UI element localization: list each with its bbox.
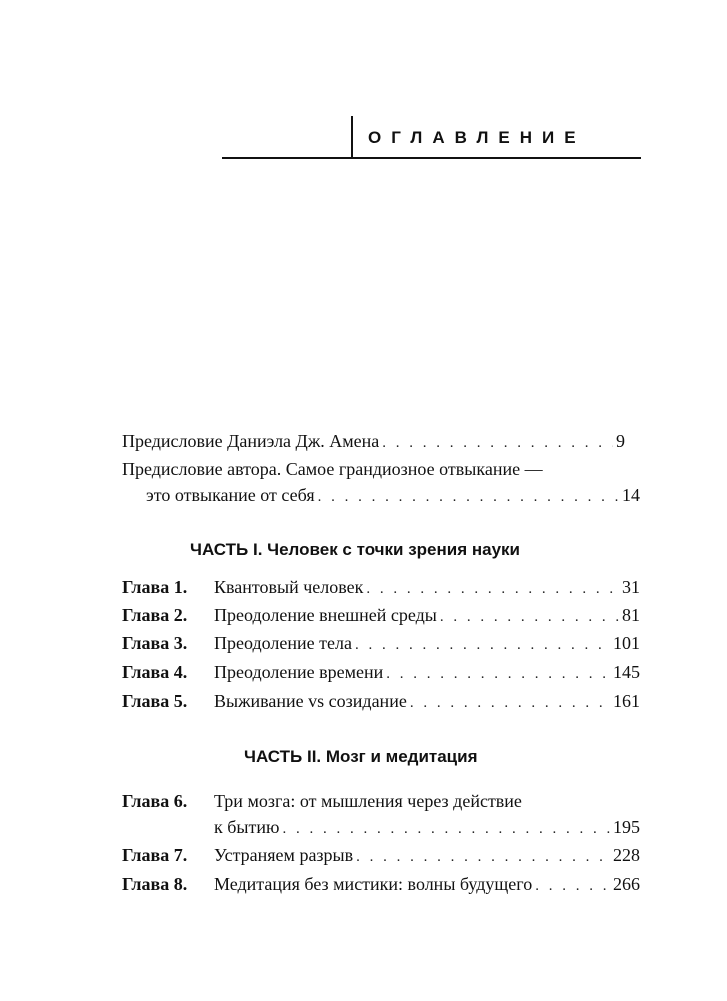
leader-dots [440, 604, 619, 630]
chapter-label: Глава 6. [122, 791, 188, 811]
chapter-title: Квантовый человек [214, 577, 364, 597]
part-2-title: ЧАСТЬ II. Мозг и медитация [244, 747, 478, 766]
toc-entry-chapter-3[interactable] [122, 630, 640, 658]
entry-title: Предисловие Даниэла Дж. Амена [122, 431, 380, 451]
page-number: 161 [613, 691, 640, 711]
chapter-title-line-1: Три мозга: от мышления через действие [214, 791, 522, 811]
chapter-label: Глава 1. [122, 577, 188, 597]
chapter-title: Преодоление времени [214, 662, 384, 682]
toc-entry-foreword-amen[interactable] [122, 428, 625, 456]
toc-entry-chapter-2[interactable] [122, 602, 640, 630]
page-number: 31 [622, 577, 640, 597]
toc-entry-chapter-7[interactable] [122, 842, 640, 870]
chapter-label: Глава 7. [122, 845, 188, 865]
toc-entry-chapter-5[interactable] [122, 688, 640, 716]
chapter-title: Выживание vs созидание [214, 691, 407, 711]
header-rule [222, 157, 641, 159]
toc-entry-chapter-1[interactable] [122, 574, 640, 602]
leader-dots [356, 844, 610, 870]
chapter-label: Глава 3. [122, 633, 188, 653]
leader-dots [366, 576, 619, 602]
toc-entry-foreword-author[interactable] [122, 456, 640, 510]
entry-title-line-2: это отвыкание от себя [146, 485, 315, 505]
page-number: 9 [616, 431, 625, 451]
part-1-title: ЧАСТЬ I. Человек с точки зрения науки [190, 540, 520, 559]
toc-entry-chapter-4[interactable] [122, 659, 640, 687]
leader-dots [318, 484, 619, 510]
chapter-title-line-2: к бытию [214, 817, 280, 837]
chapter-label: Глава 2. [122, 605, 188, 625]
page-number: 14 [622, 485, 640, 505]
toc-entry-chapter-8[interactable] [122, 871, 640, 899]
leader-dots [386, 661, 610, 687]
page-number: 81 [622, 605, 640, 625]
page-title: ОГЛАВЛЕНИЕ [368, 128, 586, 147]
chapter-title: Медитация без мистики: волны будущего [214, 874, 533, 894]
chapter-label: Глава 8. [122, 874, 188, 894]
entry-title-line-1: Предисловие автора. Самое грандиозное отвыкание — [122, 459, 543, 479]
leader-dots [282, 816, 610, 842]
page-number: 145 [613, 662, 640, 682]
toc-entry-chapter-6[interactable] [122, 788, 640, 842]
page-number: 195 [613, 817, 640, 837]
page-number: 228 [613, 845, 640, 865]
chapter-label: Глава 4. [122, 662, 188, 682]
leader-dots [535, 873, 610, 899]
chapter-title: Устраняем разрыв [214, 845, 354, 865]
page-number: 266 [613, 874, 640, 894]
chapter-title: Преодоление тела [214, 633, 352, 653]
header-divider-vertical [351, 116, 353, 159]
leader-dots [355, 632, 610, 658]
chapter-title: Преодоление внешней среды [214, 605, 437, 625]
leader-dots [382, 430, 613, 456]
page-number: 101 [613, 633, 640, 653]
leader-dots [410, 690, 610, 716]
chapter-label: Глава 5. [122, 691, 188, 711]
